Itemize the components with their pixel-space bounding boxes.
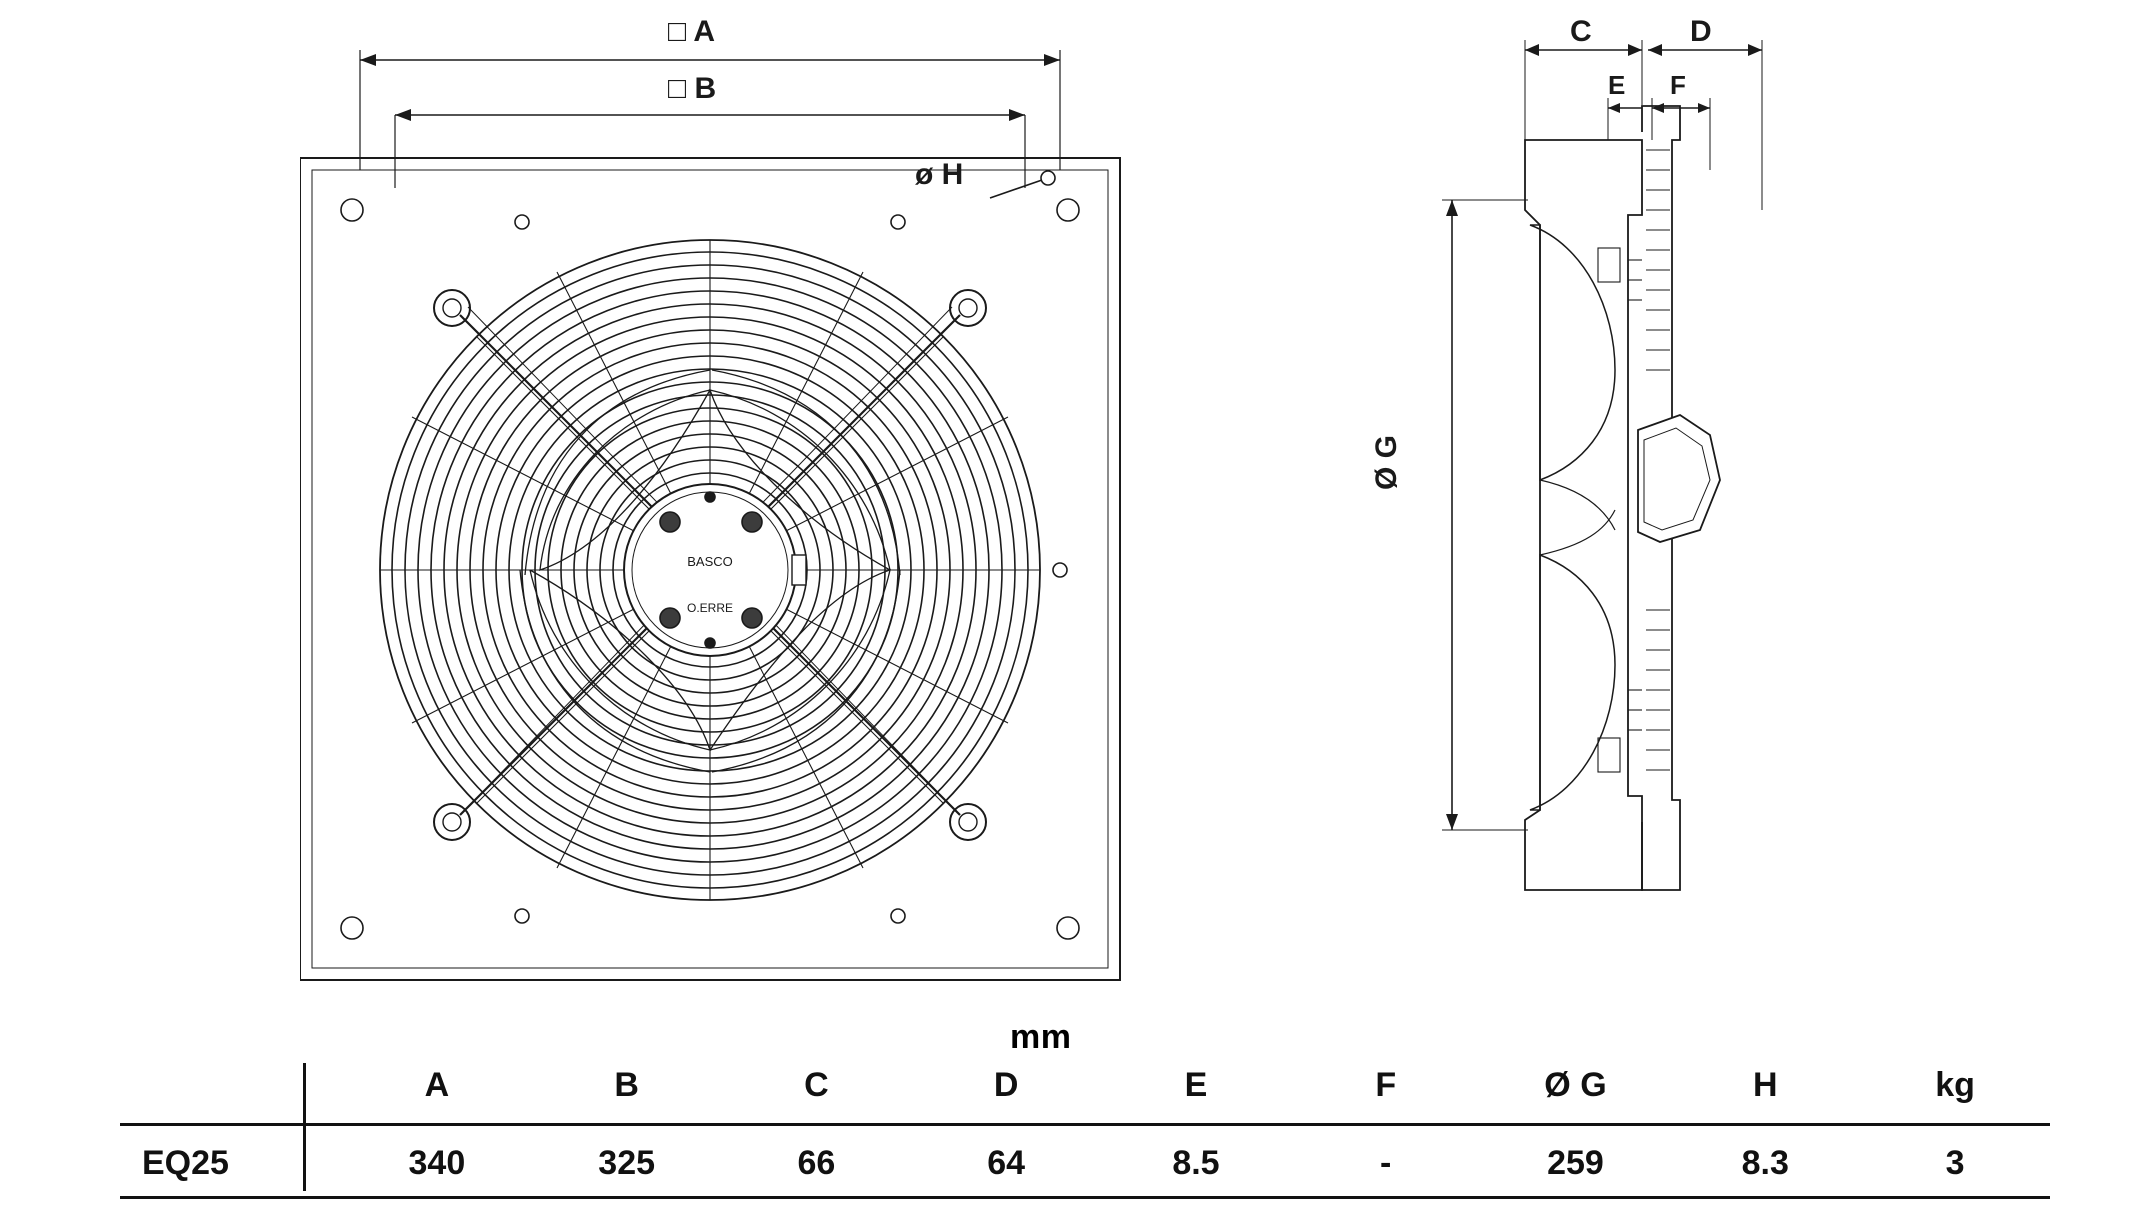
units-label: mm	[1010, 1018, 1072, 1056]
hub-brand-top: BASCO	[687, 554, 733, 569]
side-view-svg	[1380, 10, 1800, 1010]
column-header-d: D	[993, 1066, 1019, 1104]
dimension-label-E: E	[1608, 70, 1626, 100]
dimension-label-G: Ø G	[1370, 434, 1403, 490]
table-row	[120, 1125, 2050, 1190]
dimension-label-B: □ B	[668, 72, 717, 105]
cell-kg: 3	[1945, 1144, 1965, 1182]
column-header-kg: kg	[1935, 1066, 1975, 1104]
cell-c: 66	[797, 1144, 836, 1182]
front-view	[300, 10, 1150, 1010]
dimension-label-H: ø H	[915, 158, 964, 191]
cell-e: 8.5	[1172, 1144, 1220, 1182]
dimension-label-A: □ A	[668, 15, 716, 48]
cell-a: 340	[408, 1144, 466, 1182]
column-header-model	[120, 1060, 342, 1125]
column-header-a: A	[424, 1066, 450, 1104]
column-header-f: F	[1375, 1066, 1397, 1104]
dimension-label-D: D	[1690, 15, 1712, 48]
column-header-e: E	[1184, 1066, 1208, 1104]
table-header-row	[120, 1060, 2050, 1125]
dimension-label-C: C	[1570, 15, 1592, 48]
cell-model: EQ25	[142, 1144, 229, 1182]
table-bottom-rule	[120, 1196, 2050, 1199]
column-header-g: Ø G	[1544, 1066, 1607, 1104]
front-view-svg	[300, 10, 1150, 1010]
cell-d: 64	[987, 1144, 1026, 1182]
specification-table	[120, 1060, 2050, 1189]
cell-f: -	[1380, 1144, 1392, 1182]
column-header-b: B	[614, 1066, 639, 1104]
cell-h: 8.3	[1741, 1144, 1789, 1182]
cell-b: 325	[598, 1144, 656, 1182]
column-header-c: C	[804, 1066, 829, 1104]
column-header-h: H	[1752, 1066, 1778, 1104]
cell-g: 259	[1547, 1144, 1604, 1182]
hub-brand-bottom: O.ERRE	[686, 601, 734, 615]
side-view	[1370, 10, 1800, 1010]
table-vertical-divider	[303, 1063, 306, 1191]
dimension-label-F: F	[1670, 70, 1686, 100]
